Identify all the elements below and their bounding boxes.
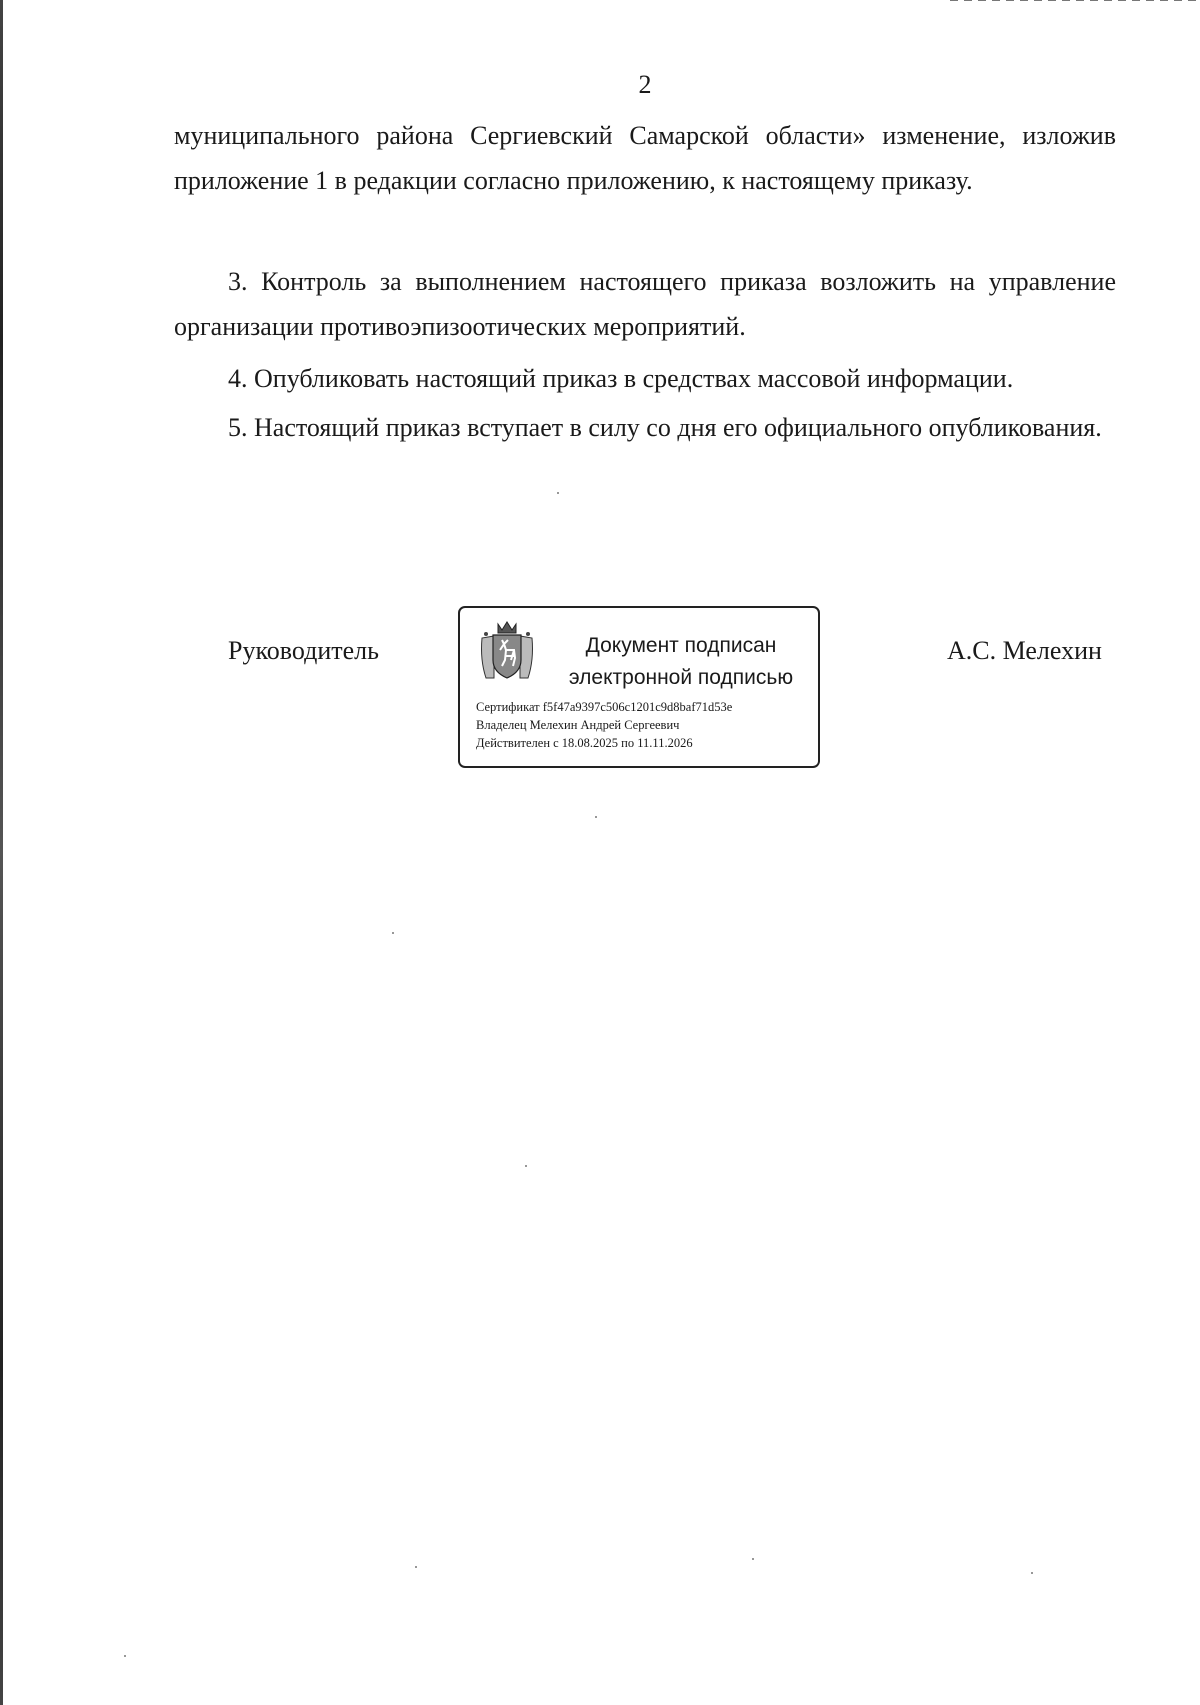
signer-position: Руководитель <box>228 636 379 665</box>
paragraph-text: 4. Опубликовать настоящий приказ в средствах массовой информации. <box>228 364 1014 393</box>
scan-speck <box>415 1566 417 1568</box>
coat-of-arms-icon <box>478 620 536 682</box>
signature-block <box>0 606 1200 776</box>
paragraph-text: муниципального района Сергиевский Самарской области» изменение, изложив приложение 1 в редакции согласно приложению, к настоящему приказу. <box>174 121 1116 195</box>
scan-speck <box>1031 1572 1033 1574</box>
scan-speck <box>557 492 559 494</box>
scan-speck <box>595 816 597 818</box>
scan-speck <box>525 1165 527 1167</box>
page-number: 2 <box>638 70 652 99</box>
stamp-heading <box>556 630 806 694</box>
scan-speck <box>392 932 394 934</box>
stamp-heading-line2: электронной подписью <box>568 666 794 689</box>
paragraph-item-4 <box>174 356 1116 401</box>
paragraph-text: 5. Настоящий приказ вступает в силу со дня его официального опубликования. <box>228 413 1102 442</box>
scan-speck <box>752 1558 754 1560</box>
paragraph-text: 3. Контроль за выполнением настоящего приказа возложить на управление организации противоэпизоотических мероприятий. <box>174 267 1116 341</box>
stamp-heading-line1: Документ подписан <box>585 634 777 657</box>
paragraph-item-5 <box>174 405 1116 450</box>
stamp-validity: Действителен с 18.08.2025 по 11.11.2026 <box>476 736 693 750</box>
stamp-owner: Владелец Мелехин Андрей Сергеевич <box>476 718 680 732</box>
stamp-details <box>476 698 806 752</box>
paragraph-item-3 <box>174 259 1116 349</box>
stamp-certificate: Сертификат f5f47a9397c506c1201c9d8baf71d53e <box>476 700 733 714</box>
scan-speck <box>124 1655 126 1657</box>
paragraph-continuation <box>174 113 1116 203</box>
scan-top-edge-artifact <box>950 0 1200 1</box>
scan-edge-artifact <box>0 0 3 1705</box>
signer-name: А.С. Мелехин <box>947 636 1102 665</box>
electronic-signature-stamp <box>458 606 820 768</box>
